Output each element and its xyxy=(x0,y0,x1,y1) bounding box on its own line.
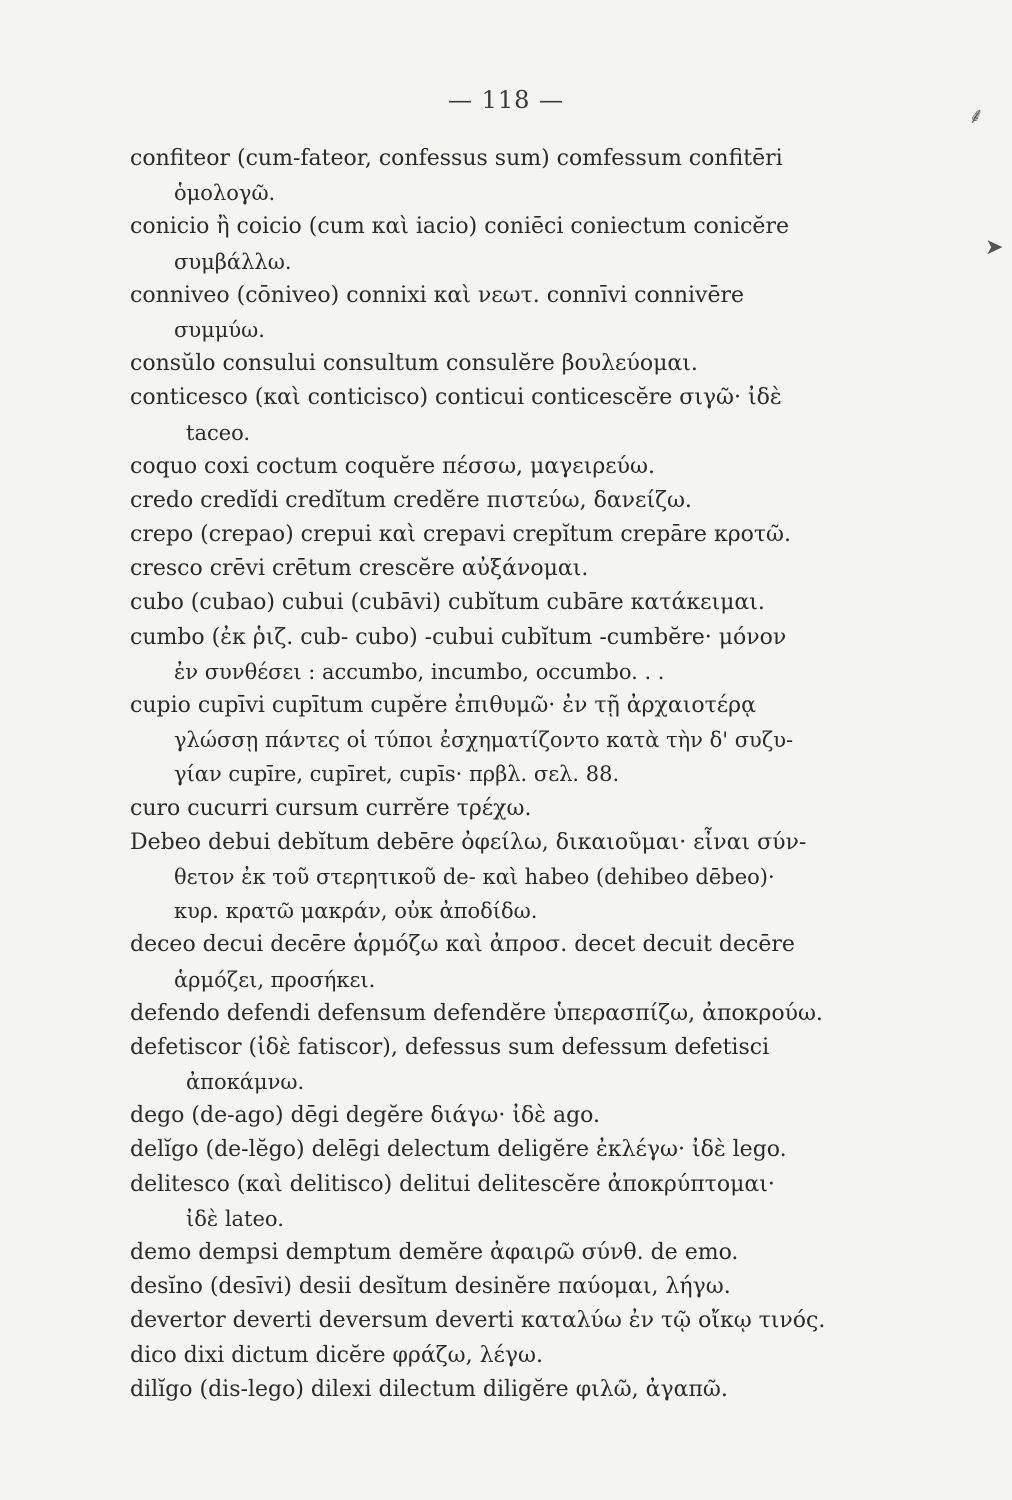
entry-line: confiteor (cum-fateor, confessus sum) comfessum confitēri xyxy=(130,146,783,171)
entry-line: conniveo (cōniveo) connixi καὶ νεωτ. connīvi connivēre xyxy=(130,282,745,308)
entry-line: cubo (cubao) cubui (cubāvi) cubĭtum cubāre κατάκειμαι. xyxy=(130,590,765,616)
entry-line: deceo decui decēre ἁρμόζω καὶ ἀπροσ. decet decuit decēre xyxy=(130,932,795,958)
entry-continuation-line: ἰδὲ lateo. xyxy=(186,1206,284,1231)
entry-line: cupio cupīvi cupītum cupĕre ἐπιθυμῶ· ἐν τῇ ἀρχαιοτέρᾳ xyxy=(130,693,756,718)
entry-line: defetiscor (ἰδὲ fatiscor), defessus sum defessum defetisci xyxy=(130,1034,770,1060)
entry-continuation-line: θετον ἐκ τοῦ στερητικοῦ de- καὶ habeo (dehibeo dēbeo)· xyxy=(174,864,775,889)
margin-speck-mark: ⸙ xyxy=(968,104,985,129)
entry-continuation-line: ἁρμόζει, προσήκει. xyxy=(174,967,376,992)
entry-line: dego (de-ago) dēgi degĕre διάγω· ἰδὲ ago. xyxy=(130,1103,601,1129)
entry-line: Debeo debui debĭtum debēre ὀφείλω, δικαιοῦμαι· εἶναι σύν- xyxy=(130,829,807,855)
entry-line: dico dixi dictum dicĕre φράζω, λέγω. xyxy=(130,1342,543,1368)
entry-line: curo cucurri cursum currĕre τρέχω. xyxy=(130,795,532,821)
entry-line: delitesco (καὶ delitisco) delitui delitescĕre ἀποκρύπτομαι· xyxy=(130,1171,775,1197)
entry-line: defendo defendi defensum defendĕre ὑπερασπίζω, ἀποκρούω. xyxy=(130,1000,823,1026)
entry-continuation-line: ἀποκάμνω. xyxy=(186,1070,305,1095)
entry-line: credo credĭdi credĭtum credĕre πιστεύω, δανείζω. xyxy=(130,487,692,513)
entry-continuation-line: συμβάλλω. xyxy=(174,249,292,274)
entry-line: dilĭgo (dis-lego) dilexi dilectum diligĕre φιλῶ, ἀγαπῶ. xyxy=(130,1376,728,1402)
entry-continuation-line: κυρ. κρατῶ μακράν, οὐκ ἀποδίδω. xyxy=(174,899,538,924)
entry-continuation-line: συμμύω. xyxy=(174,317,265,342)
margin-speck-mark: ➤ xyxy=(985,235,1004,260)
entry-line: delĭgo (de-lĕgo) delēgi delectum deligĕre ἐκλέγω· ἰδὲ lego. xyxy=(130,1137,787,1163)
entry-line: cresco crēvi crētum crescĕre αὐξάνομαι. xyxy=(130,556,589,582)
entry-line: cumbo (ἐκ ῥιζ. cub- cubo) -cubui cubĭtum -cumbĕre· μόνον xyxy=(130,624,787,650)
entry-line: coquo coxi coctum coquĕre πέσσω, μαγειρεύω. xyxy=(130,453,655,479)
entry-continuation-line: ἐν συνθέσει : accumbo, incumbo, occumbo. . . xyxy=(174,659,665,684)
page-number: — 118 — xyxy=(447,86,565,114)
entry-line: consŭlo consului consultum consulĕre βουλεύομαι. xyxy=(130,351,698,377)
entry-line: demo dempsi demptum demĕre ἀφαιρῶ σύνθ. de emo. xyxy=(130,1240,739,1265)
entry-continuation-line: taceo. xyxy=(186,420,251,445)
entry-continuation-line: γίαν cupīre, cupīret, cupīs· πρβλ. σελ. 88. xyxy=(174,762,620,787)
entry-line: crepo (crepao) crepui καὶ crepavi crepĭtum crepāre κροτῶ. xyxy=(130,522,791,548)
entry-continuation-line: γλώσσῃ πάντες οἱ τύποι ἐσχηματίζοντο κατὰ τὴν δ' συζυ- xyxy=(174,728,794,753)
entry-line: conticesco (καὶ conticisco) conticui conticescĕre σιγῶ· ἰδὲ xyxy=(130,385,782,411)
entry-line: devertor deverti deversum deverti καταλύω ἐν τῷ οἴκῳ τινός. xyxy=(130,1308,826,1334)
entry-line: conicio ἢ coicio (cum καὶ iacio) coniēci coniectum conicĕre xyxy=(130,214,789,240)
entry-continuation-line: ὁμολογῶ. xyxy=(174,181,276,206)
entries-list xyxy=(130,142,890,1407)
entry-line: desĭno (desīvi) desii desĭtum desinĕre παύομαι, λήγω. xyxy=(130,1274,731,1300)
